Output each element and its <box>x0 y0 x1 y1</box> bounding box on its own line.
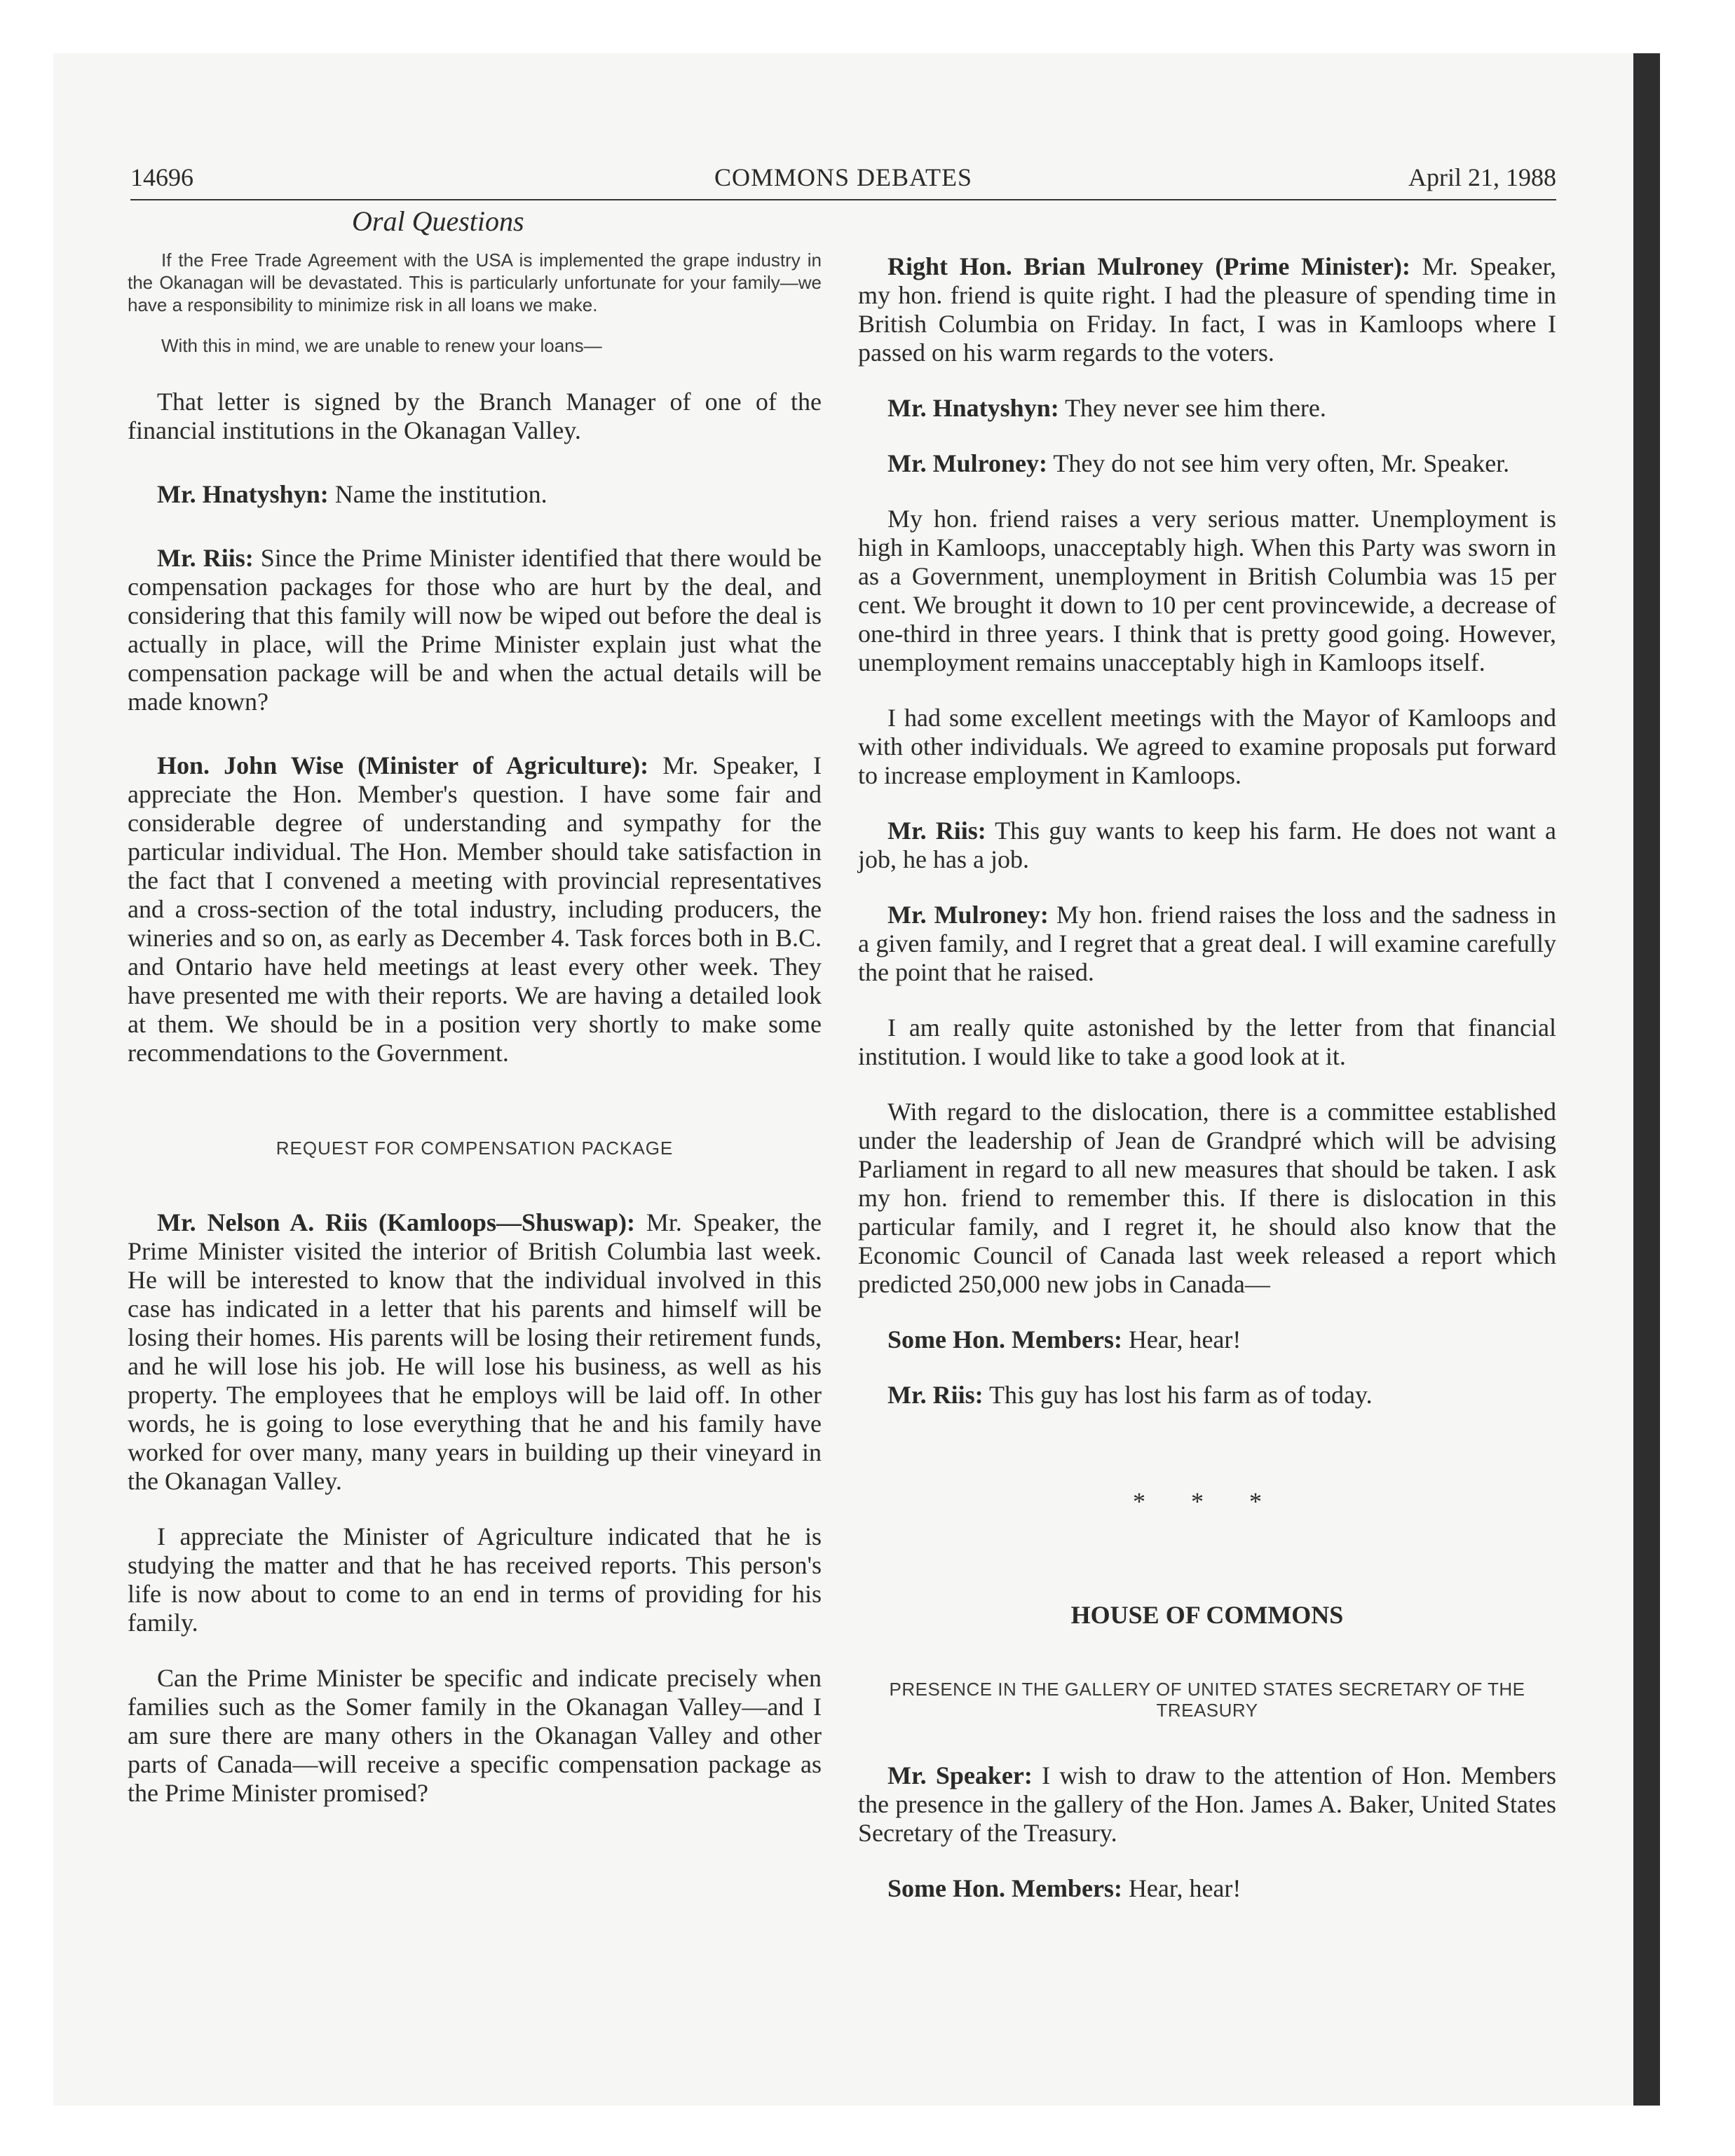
speaker-name: Mr. Mulroney: <box>887 449 1047 477</box>
page-number: 14696 <box>130 163 193 191</box>
speaker-name: Mr. Hnatyshyn: <box>157 480 329 508</box>
publication-title: COMMONS DEBATES <box>714 163 973 191</box>
speech-text: Name the institution. <box>328 480 547 508</box>
speaker-name: Mr. Riis: <box>157 544 254 572</box>
paragraph: That letter is signed by the Branch Manager of one of the financial institutions in the Okanagan Valley. <box>128 388 822 444</box>
paragraph: My hon. friend raises a very serious matter. Unemployment is high in Kamloops, unacceptably high. When this Party was sworn in as a Government, unemployment in British Columbia was 15 per cent. We brought it down to 10 per cent provincewide, a decrease of one-third in three years. I think that is pretty good going. However, unemployment remains unacceptably high in Kamloops itself. <box>858 505 1556 676</box>
speaker-name: Hon. John Wise (Minister of Agriculture): <box>157 751 649 779</box>
section-separator: * * * <box>1133 1487 1281 1515</box>
speaker-name: Mr. Speaker: <box>887 1761 1033 1789</box>
section-label: Oral Questions <box>352 205 524 237</box>
quoted-letter <box>128 249 822 357</box>
speaker-name: Some Hon. Members: <box>887 1325 1122 1353</box>
paragraph: Can the Prime Minister be specific and indicate precisely when families such as the Somer family in the Okanagan Valley—and I am sure there are many others in the Okanagan Valley and other parts of Canada—will receive a specific compensation package as the Prime Minister promised? <box>128 1664 822 1807</box>
speaker-name: Mr. Riis: <box>887 1381 984 1409</box>
sub-heading: PRESENCE IN THE GALLERY OF UNITED STATES SECRETARY OF THE TREASURY <box>889 1679 1525 1721</box>
section-heading: HOUSE OF COMMONS <box>1070 1601 1344 1629</box>
speech-paragraph <box>858 901 1556 987</box>
left-column <box>128 205 822 1834</box>
speech-text: Since the Prime Minister identified that there would be compensation packages for those who are hurt by the deal, and considering that this family will now be wiped out before the deal is actually in place, will the Prime Minister explain just what the compensation package will be and when the actual details will be made known? <box>128 544 822 716</box>
speech-paragraph <box>858 1761 1556 1848</box>
speech-paragraph <box>858 449 1556 478</box>
letter-paragraph: With this in mind, we are unable to renew your loans— <box>161 335 602 356</box>
speech-paragraph <box>858 1381 1556 1410</box>
speech-text: My hon. friend raises the loss and the sadness in a given family, and I regret that a great deal. I will examine carefully the point that he raised. <box>858 901 1556 986</box>
page-header <box>130 160 1556 200</box>
paragraph: I am really quite astonished by the letter from that financial institution. I would like to take a good look at it. <box>858 1014 1556 1070</box>
speech-text: Mr. Speaker, the Prime Minister visited the interior of British Columbia last week. He will be interested to know that the individual involved in this case has indicated in a letter that his parents and himself will be losing their homes. His parents will be losing their retirement funds, and he will lose his job. He will lose his business, as well as his property. The employees that he employs will be laid off. In other words, he is going to lose everything that he and his family have worked for over many, many years in building up their vineyard in the Okanagan Valley. <box>128 1208 822 1495</box>
paragraph: With regard to the dislocation, there is a committee established under the leadership of Jean de Grandpré which will be advising Parliament in regard to all new measures that should be taken. I ask my hon. friend to remember this. If there is dislocation in this particular family, and I regret it, he should also know that the Economic Council of Canada last week released a report which predicted 250,000 new jobs in Canada— <box>858 1098 1556 1298</box>
speech-paragraph <box>858 1325 1556 1354</box>
speech-paragraph <box>858 1874 1556 1903</box>
speech-text: This guy has lost his farm as of today. <box>983 1381 1373 1409</box>
speaker-name: Mr. Riis: <box>887 817 986 845</box>
speech-text: Hear, hear! <box>1122 1874 1241 1902</box>
speech-paragraph <box>858 252 1556 367</box>
speech-paragraph <box>128 1208 822 1496</box>
speech-text: I wish to draw to the attention of Hon. Members the presence in the gallery of the Hon. James A. Baker, United States Secretary of the Treasury. <box>858 1761 1556 1847</box>
speech-text: Hear, hear! <box>1122 1325 1241 1353</box>
section-heading: REQUEST FOR COMPENSATION PACKAGE <box>275 1138 674 1159</box>
scan-edge-shadow <box>1633 53 1660 2106</box>
speech-paragraph <box>128 544 822 716</box>
paragraph: I appreciate the Minister of Agriculture indicated that he is studying the matter and that he has received reports. This person's life is now about to come to an end in terms of providing for his family. <box>128 1522 822 1637</box>
speaker-name: Mr. Hnatyshyn: <box>887 394 1059 422</box>
speaker-name: Some Hon. Members: <box>887 1874 1122 1902</box>
speech-paragraph <box>128 751 822 1067</box>
speech-paragraph <box>128 480 822 509</box>
right-column <box>858 205 1556 1930</box>
speech-text: They do not see him very often, Mr. Speaker. <box>1047 449 1510 477</box>
speech-text: Mr. Speaker, my hon. friend is quite right. I had the pleasure of spending time in British Columbia on Friday. In fact, I was in Kamloops where I passed on his warm regards to the voters. <box>858 252 1556 367</box>
speaker-name: Mr. Nelson A. Riis (Kamloops—Shuswap): <box>157 1208 636 1236</box>
speaker-name: Mr. Mulroney: <box>887 901 1049 929</box>
speech-text: Mr. Speaker, I appreciate the Hon. Member's question. I have some fair and considerable degree of understanding and sympathy for the particular individual. The Hon. Member should take satisfaction in the fact that I convened a meeting with provincial representatives and a cross-section of the total industry, including producers, the wineries and so on, as early as December 4. Task forces both in B.C. and Ontario have held meetings at least every other week. They have presented me with their reports. We are having a detailed look at them. We should be in a position very shortly to make some recommendations to the Government. <box>128 751 822 1067</box>
speaker-name: Right Hon. Brian Mulroney (Prime Minister): <box>887 252 1410 280</box>
speech-text: They never see him there. <box>1059 394 1326 422</box>
publication-date: April 21, 1988 <box>1408 163 1556 191</box>
paragraph: I had some excellent meetings with the Mayor of Kamloops and with other individuals. We agreed to examine proposals put forward to increase employment in Kamloops. <box>858 704 1556 789</box>
letter-paragraph: If the Free Trade Agreement with the USA is implemented the grape industry in the Okanagan will be devastated. This is particularly unfortunate for your family—we have a responsibility to minimize risk in all loans we make. <box>128 250 822 315</box>
speech-paragraph <box>858 394 1556 423</box>
speech-paragraph <box>858 817 1556 874</box>
speech-text: This guy wants to keep his farm. He does not want a job, he has a job. <box>858 817 1556 873</box>
